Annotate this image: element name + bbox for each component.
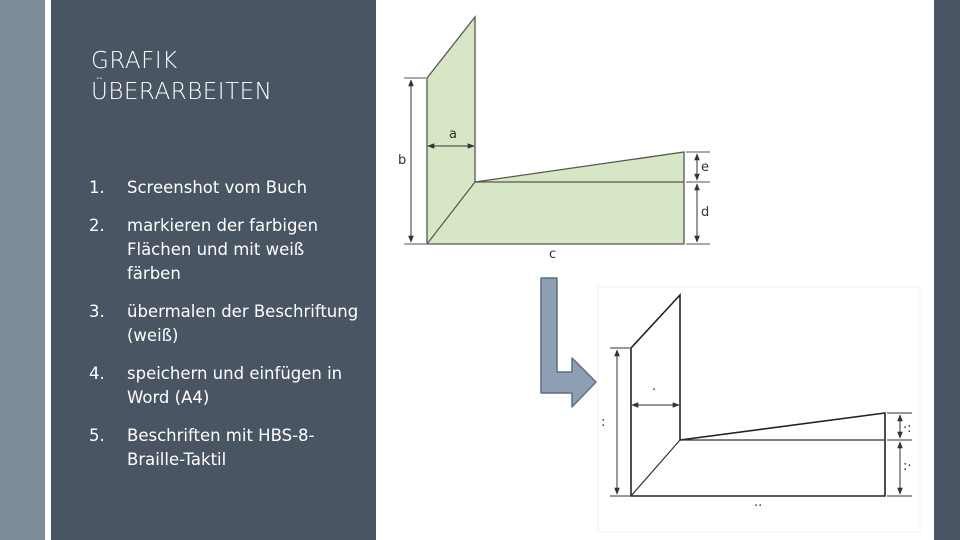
transform-arrow bbox=[541, 278, 596, 407]
braille-a: · bbox=[652, 383, 657, 398]
braille-b: : bbox=[601, 415, 606, 430]
step-text: speichern und einfügen in Word (A4) bbox=[127, 364, 343, 407]
step-text: markieren der farbigen Flächen und mit weiß färben bbox=[127, 216, 319, 283]
step-text: Screenshot vom Buch bbox=[127, 178, 308, 197]
label-a: a bbox=[449, 127, 457, 142]
label-b: b bbox=[398, 153, 407, 168]
bottom-diagram bbox=[598, 287, 920, 532]
slide-title-line1: GRAFIK bbox=[91, 48, 178, 74]
step-text: übermalen der Beschriftung (weiß) bbox=[127, 302, 359, 345]
label-c: c bbox=[549, 247, 557, 262]
braille-c: ·· bbox=[754, 499, 763, 514]
step-text: Beschriften mit HBS-8-Braille-Taktil bbox=[127, 426, 315, 469]
braille-e: ·: bbox=[903, 421, 912, 436]
braille-d: :· bbox=[903, 459, 912, 474]
step-number: 1. bbox=[89, 178, 105, 197]
label-d: d bbox=[701, 205, 710, 220]
step-number: 2. bbox=[89, 216, 105, 235]
step-number: 4. bbox=[89, 364, 105, 383]
top-diagram bbox=[398, 17, 710, 262]
l-shape-filled bbox=[427, 17, 684, 244]
step-number: 3. bbox=[89, 302, 105, 321]
label-e: e bbox=[701, 160, 709, 175]
step-number: 5. bbox=[89, 426, 105, 445]
slide-title-line2: ÜBERARBEITEN bbox=[91, 79, 273, 105]
l-arrow-icon bbox=[541, 278, 596, 407]
